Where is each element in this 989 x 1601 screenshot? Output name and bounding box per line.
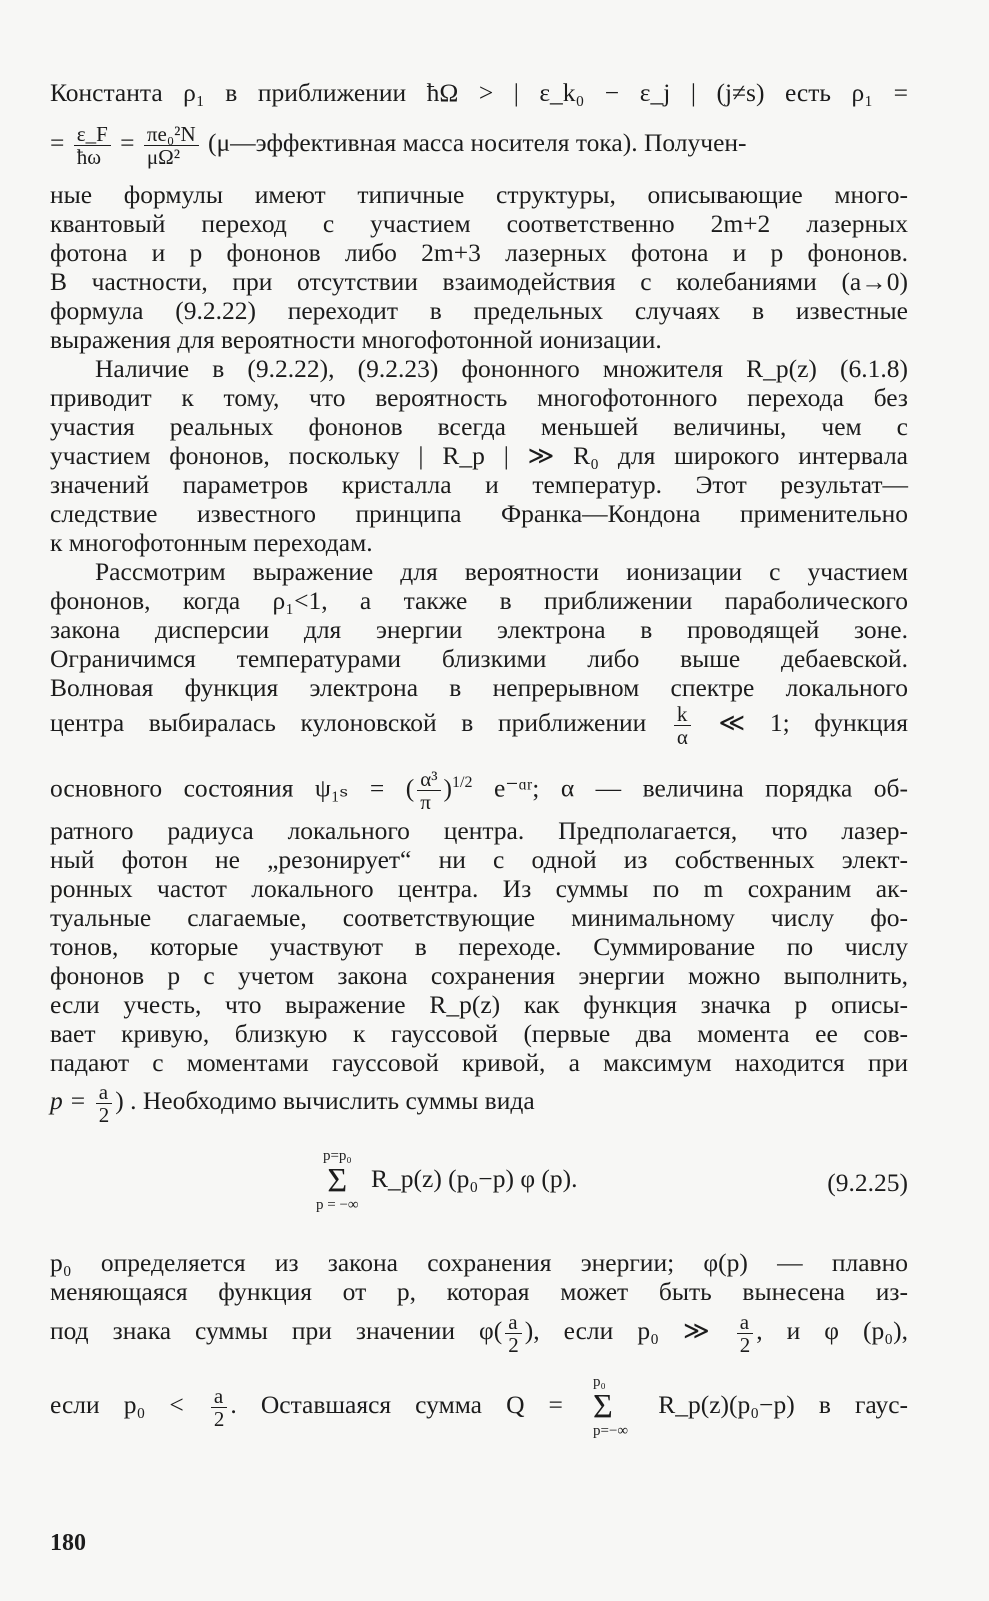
fraction-pie-mu: $\frac{\text{πe₀²N}}{\text{μΩ²}}$ (144, 123, 199, 168)
fraction-a-2: $\frac{a}{2}$ (211, 1385, 228, 1430)
text-line-formula: под знака суммы при значении φ( $\frac{a}{2}$ ), если p₀ ≫ $\frac{a}{2}$ , и φ (p₀), (50, 1309, 909, 1357)
text-line: Константа ρ₁ в приближении ħΩ > | ε_k₀ − ε_j | (j≠s) есть ρ₁ = (50, 78, 908, 107)
text-line: тонов, которые участвуют в переходе. Суммирование по числу (50, 932, 908, 961)
text-line: Ограничимся температурами близкими либо выше дебаевской. (50, 644, 908, 673)
text-line: участия реальных фононов всегда меньшей величины, чем с (50, 412, 908, 441)
text-line: Рассмотрим выражение для вероятности ионизации с участием (95, 557, 908, 586)
text-line: ратного радиуса локального центра. Предполагается, что лазер- (50, 816, 908, 845)
text-line: ронных частот локального центра. Из суммы по m сохраним ак- (50, 874, 908, 903)
sum-symbol: p₀ Σ p=−∞ (593, 1374, 629, 1440)
text-line: формула (9.2.22) переходит в предельных случаях в известные (50, 296, 908, 325)
text-line: выражения для вероятности многофотонной ионизации. (50, 325, 662, 354)
text-line: значений параметров кристалла и температур. Этот результат— (50, 470, 908, 499)
text-line: к многофотонным переходам. (50, 528, 373, 557)
fraction-a-2: $\frac{a}{2}$ (737, 1311, 754, 1356)
text-line: Волновая функция электрона в непрерывном спектре локального (50, 673, 908, 702)
text-line: p₀ определяется из закона сохранения энергии; φ(p) — плавно (50, 1248, 908, 1277)
fraction-ef-hw: $\frac{\varepsilon\_F}{ħ\omega}$ (74, 123, 111, 168)
equation-number: (9.2.25) (827, 1168, 908, 1197)
fraction-a-2: $\frac{a}{2}$ (96, 1081, 113, 1126)
text-line: закона дисперсии для энергии электрона в проводящей зоне. (50, 615, 908, 644)
text-line: фотона и p фононов либо 2m+3 лазерных фотона и p фононов. (50, 238, 908, 267)
text-line: квантовый переход с участием соответственно 2m+2 лазерных (50, 209, 908, 238)
text-line: вает кривую, близкую к гауссовой (первые два момента ее сов- (50, 1019, 908, 1048)
text-line: падают с моментами гауссовой кривой, а максимум находится при (50, 1048, 908, 1077)
equation-9-2-25: p=p₀ Σ p = −∞ R_p(z) (p₀−p) φ (p). (9.2.25) (316, 1148, 908, 1213)
text-line-formula: центра выбиралась кулоновской в приближении $\frac{k}{\alpha}$ ≪ 1; функция (50, 701, 908, 749)
text-line-formula: если p₀ < $\frac{a}{2}$ . Оставшаяся сумма Q = p₀ Σ p=−∞ R_p(z)(p₀−p) в гаус- (50, 1374, 909, 1440)
text-line: если учесть, что выражение R_p(z) как функция значка p описы- (50, 990, 908, 1019)
text-line: В частности, при отсутствии взаимодействия с колебаниями (a→0) (50, 267, 908, 296)
text-line: туальные слагаемые, соответствующие минимальному числу фо- (50, 903, 908, 932)
text-line: ные формулы имеют типичные структуры, описывающие много- (50, 180, 908, 209)
fraction-k-alpha: $\frac{k}{\alpha}$ (674, 703, 691, 748)
text-line-formula: = $\frac{\varepsilon\_F}{ħ\omega}$ = $\frac{\text{πe₀²N}}{\text{μΩ²}}$ (μ—эффективная масса носителя тока). Получен- (50, 121, 747, 169)
text-line: фононов p с учетом закона сохранения энергии можно выполнить, (50, 961, 908, 990)
text-line: Наличие в (9.2.22), (9.2.23) фононного множителя R_p(z) (6.1.8) (95, 354, 908, 383)
text-line-formula: основного состояния ψ₁ₛ = ( $\frac{\text{α³}}{\pi}$ )$^{1/2}$ e⁻ᵅʳ; α — величина порядка об- (50, 767, 909, 815)
text-line: ный фотон не „резонирует“ ни с одной из собственных элект- (50, 845, 908, 874)
text-line: следствие известного принципа Франка—Кондона применительно (50, 499, 908, 528)
fraction-a3-pi: $\frac{\text{α³}}{\pi}$ (417, 768, 440, 813)
text-line: приводит к тому, что вероятность многофотонного перехода без (50, 383, 908, 412)
text-line: фононов, когда ρ₁<1, а также в приближении параболического (50, 586, 908, 615)
text-line-formula: p = $\frac{a}{2}$ ) . Необходимо вычислить суммы вида (50, 1079, 535, 1127)
page-number: 180 (50, 1530, 86, 1556)
sum-symbol: p=p₀ Σ p = −∞ (316, 1148, 359, 1213)
fraction-a-2: $\frac{a}{2}$ (505, 1311, 522, 1356)
text-line: участием фононов, поскольку | R_p | ≫ R₀ для широкого интервала (50, 441, 908, 470)
text-line: меняющаяся функция от p, которая может быть вынесена из- (50, 1277, 908, 1306)
